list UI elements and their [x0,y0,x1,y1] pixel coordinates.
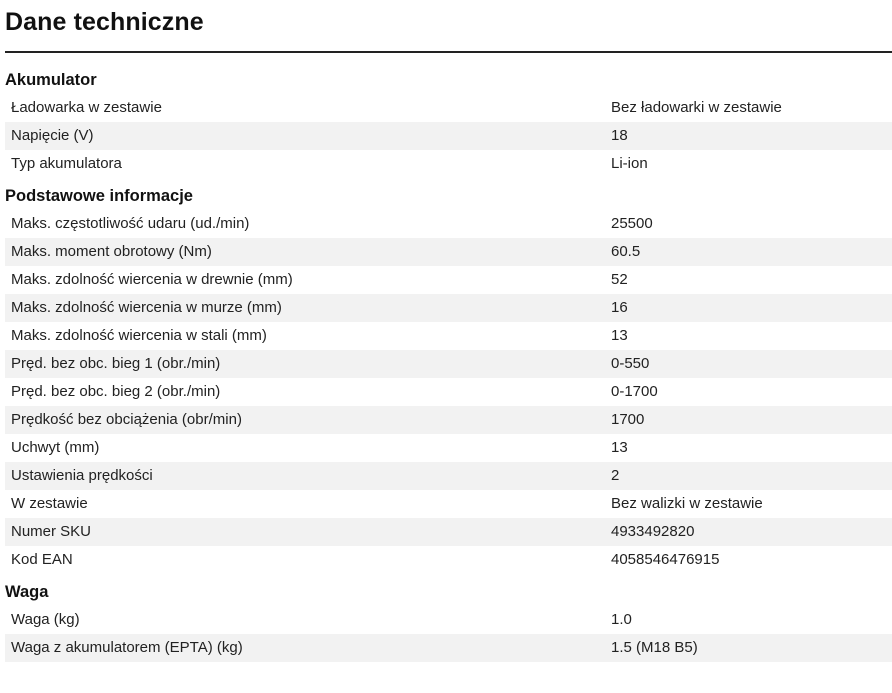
spec-row [5,210,892,238]
spec-value: 2 [611,467,620,484]
spec-label: Maks. częstotliwość udaru (ud./min) [11,215,250,232]
spec-row [5,518,892,546]
spec-row [5,378,892,406]
spec-row [5,94,892,122]
spec-value: Bez walizki w zestawie [611,495,763,512]
spec-label: Ładowarka w zestawie [11,99,162,116]
spec-label: Ustawienia prędkości [11,467,153,484]
spec-row [5,434,892,462]
spec-label: W zestawie [11,495,88,512]
spec-label: Prędkość bez obciążenia (obr/min) [11,411,242,428]
spec-label: Maks. zdolność wiercenia w drewnie (mm) [11,271,293,288]
section-title: Podstawowe informacje [5,187,193,205]
spec-label: Numer SKU [11,523,92,540]
spec-row [5,462,892,490]
title-divider [5,51,892,53]
section-podstawowe-informacje [5,182,892,574]
spec-label: Kod EAN [11,551,73,568]
section-title: Akumulator [5,71,97,89]
spec-label: Napięcie (V) [11,127,94,144]
spec-value: 0-1700 [611,383,658,400]
spec-label: Waga z akumulatorem (EPTA) (kg) [11,639,243,656]
spec-value: 52 [611,271,628,288]
spec-label: Uchwyt (mm) [11,439,100,456]
spec-value: 18 [611,127,628,144]
spec-row [5,406,892,434]
spec-row [5,546,892,574]
spec-value: 4933492820 [611,523,695,540]
spec-table [5,66,892,662]
spec-label: Pręd. bez obc. bieg 1 (obr./min) [11,355,221,372]
spec-label: Maks. zdolność wiercenia w murze (mm) [11,299,282,316]
spec-row [5,266,892,294]
spec-label: Maks. zdolność wiercenia w stali (mm) [11,327,267,344]
spec-value: 13 [611,439,628,456]
section-waga [5,578,892,662]
spec-label: Typ akumulatora [11,155,122,172]
spec-value: 25500 [611,215,653,232]
spec-row [5,350,892,378]
section-akumulator [5,66,892,178]
spec-value: 16 [611,299,628,316]
spec-row [5,606,892,634]
spec-value: 1700 [611,411,645,428]
spec-label: Waga (kg) [11,611,80,628]
spec-row [5,150,892,178]
spec-value: 1.0 [611,611,632,628]
spec-row [5,322,892,350]
spec-row [5,634,892,662]
spec-value: Li-ion [611,155,648,172]
section-title: Waga [5,583,49,601]
spec-row [5,294,892,322]
spec-value: Bez ładowarki w zestawie [611,99,782,116]
spec-label: Pręd. bez obc. bieg 2 (obr./min) [11,383,221,400]
spec-value: 4058546476915 [611,551,720,568]
spec-label: Maks. moment obrotowy (Nm) [11,243,212,260]
spec-row [5,238,892,266]
spec-row [5,490,892,518]
spec-value: 0-550 [611,355,650,372]
page-title: Dane techniczne [5,8,204,36]
spec-value: 1.5 (M18 B5) [611,639,698,656]
spec-value: 60.5 [611,243,641,260]
spec-value: 13 [611,327,628,344]
spec-row [5,122,892,150]
